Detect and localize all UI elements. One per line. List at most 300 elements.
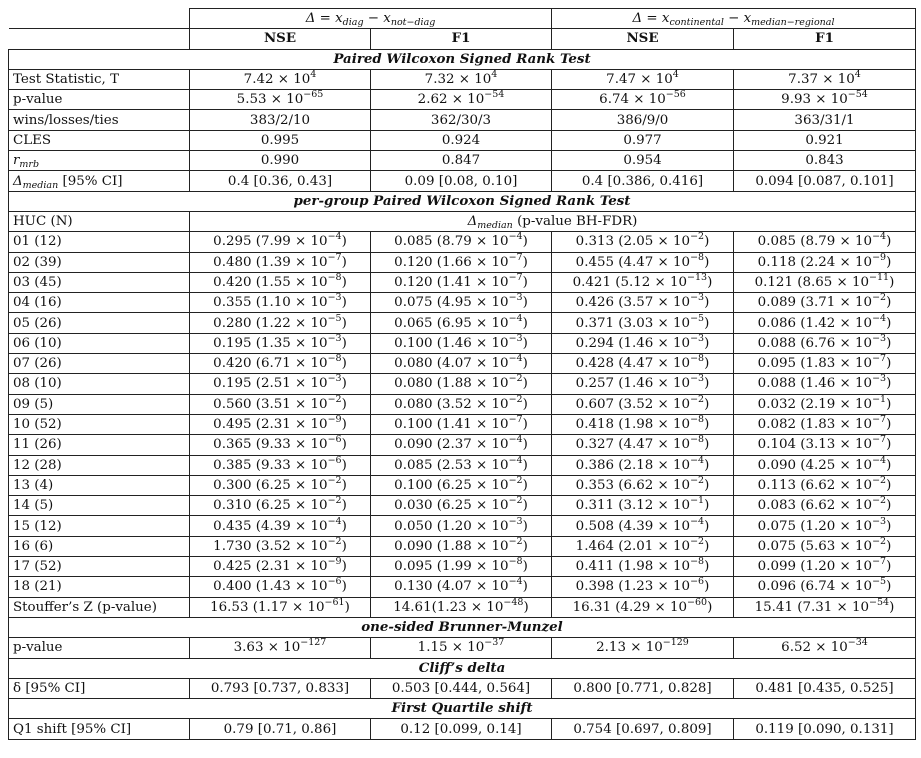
huc-cell bbox=[552, 333, 734, 353]
cell-value: 0.030 (6.25 × 10 bbox=[394, 498, 509, 514]
cell-exponent: −4 bbox=[327, 515, 342, 527]
huc-row-label: 18 (21) bbox=[9, 577, 190, 597]
cell-close: ) bbox=[522, 477, 528, 493]
huc-row-label: 04 (16) bbox=[9, 293, 190, 313]
cell-exponent: −8 bbox=[690, 353, 705, 365]
huc-cell bbox=[190, 475, 371, 495]
cell-exponent: −54 bbox=[484, 89, 505, 101]
cell-value: 3.63 × 10 bbox=[233, 640, 301, 656]
per-group-header-row bbox=[9, 211, 916, 231]
cell-exponent: −9 bbox=[327, 556, 342, 568]
cell-close: ) bbox=[522, 275, 528, 290]
cell-exponent: −4 bbox=[508, 434, 523, 446]
table-row bbox=[9, 414, 916, 434]
wilcoxon-row bbox=[9, 69, 916, 89]
huc-cell bbox=[371, 232, 552, 252]
huc-cell bbox=[552, 536, 734, 556]
huc-cell bbox=[190, 293, 371, 313]
huc-cell bbox=[371, 577, 552, 597]
wilcoxon-cell bbox=[371, 130, 552, 150]
cell-value: 14.61(1.23 × 10 bbox=[393, 599, 504, 615]
huc-cell bbox=[371, 496, 552, 516]
cell-exponent: −11 bbox=[869, 272, 890, 283]
cell-close: ) bbox=[704, 335, 710, 351]
group-header-continental bbox=[552, 9, 916, 29]
cell-value: 0.195 (2.51 × 10 bbox=[213, 376, 328, 392]
cell-exponent: 4 bbox=[310, 69, 317, 81]
cell-close: ) bbox=[522, 376, 528, 392]
cell-value: 0.080 (4.07 × 10 bbox=[394, 356, 509, 372]
cell-exponent: −60 bbox=[687, 597, 708, 608]
huc-cell bbox=[552, 597, 734, 617]
huc-cell bbox=[371, 272, 552, 292]
cell-close: ) bbox=[522, 579, 528, 595]
wilcoxon-row-label: wins/losses/ties bbox=[9, 110, 190, 130]
cell-value: 7.32 × 10 bbox=[424, 72, 492, 88]
huc-cell bbox=[371, 455, 552, 475]
cell-value: 0.420 (1.55 × 10 bbox=[213, 275, 328, 290]
cell-close: ) bbox=[522, 518, 528, 534]
wilcoxon-row-label: Test Statistic, T bbox=[9, 69, 190, 89]
q1-cell: 0.12 [0.099, 0.14] bbox=[371, 719, 552, 739]
huc-cell bbox=[734, 313, 916, 333]
cell-close: ) bbox=[704, 376, 710, 392]
cell-close: ) bbox=[341, 335, 347, 351]
wilcoxon-cell bbox=[734, 69, 916, 89]
wilcoxon-cell bbox=[371, 171, 552, 191]
cell-exponent: −4 bbox=[327, 231, 342, 243]
corner-cell bbox=[9, 9, 190, 29]
q1-cell: 0.79 [0.71, 0.86] bbox=[190, 719, 371, 739]
cell-value: 0.120 (1.66 × 10 bbox=[394, 254, 509, 270]
cell-value: 0.088 (6.76 × 10 bbox=[757, 335, 873, 351]
cell-value: 0.508 (4.39 × 10 bbox=[575, 518, 691, 534]
cell-value: 0.088 (1.46 × 10 bbox=[757, 376, 873, 392]
huc-cell bbox=[190, 557, 371, 577]
cell-value: 0.995 bbox=[260, 132, 300, 148]
cell-value: 0.100 (1.46 × 10 bbox=[394, 335, 509, 351]
wilcoxon-cell bbox=[552, 151, 734, 171]
cell-close: ) bbox=[341, 275, 347, 290]
cell-close: ) bbox=[341, 457, 347, 473]
cell-close: ) bbox=[341, 518, 347, 534]
cell-exponent: −3 bbox=[508, 515, 523, 527]
huc-row-label: 03 (45) bbox=[9, 272, 190, 292]
section-title-brunner: one-sided Brunner-Munzel bbox=[9, 617, 916, 637]
huc-cell bbox=[552, 435, 734, 455]
cell-exponent: −2 bbox=[508, 394, 523, 405]
cell-value: 0.295 (7.99 × 10 bbox=[213, 234, 328, 250]
cell-value: 0.086 (1.42 × 10 bbox=[757, 315, 873, 331]
cell-close: ) bbox=[522, 396, 528, 412]
huc-cell bbox=[552, 496, 734, 516]
huc-cell bbox=[734, 414, 916, 434]
group1-prefix: Δ = x bbox=[305, 11, 343, 27]
wilcoxon-cell bbox=[190, 130, 371, 150]
wilcoxon-cell bbox=[552, 171, 734, 191]
brunner-cell bbox=[734, 638, 916, 658]
huc-cell bbox=[190, 536, 371, 556]
cell-close: ) bbox=[341, 376, 347, 392]
wilcoxon-cell bbox=[734, 151, 916, 171]
group1-sub2: not−diag bbox=[390, 17, 436, 29]
cell-exponent: −3 bbox=[327, 333, 342, 344]
cell-exponent: −2 bbox=[327, 394, 342, 405]
cell-exponent: −3 bbox=[690, 373, 705, 385]
cell-exponent: −4 bbox=[508, 455, 523, 466]
cell-value: 0.311 (3.12 × 10 bbox=[575, 498, 691, 514]
q1-row-label: Q1 shift [95% CI] bbox=[9, 719, 190, 739]
group-header-row bbox=[9, 9, 916, 29]
huc-row-label: 11 (26) bbox=[9, 435, 190, 455]
huc-cell bbox=[190, 394, 371, 414]
cell-close: ) bbox=[341, 579, 347, 595]
cell-exponent: −2 bbox=[690, 231, 705, 243]
cell-close: ) bbox=[886, 335, 892, 351]
cell-close: ) bbox=[341, 295, 347, 311]
table-row bbox=[9, 475, 916, 495]
cell-value: 0.083 (6.62 × 10 bbox=[757, 498, 873, 514]
huc-cell bbox=[190, 414, 371, 434]
cell-exponent: −2 bbox=[872, 536, 887, 547]
wilcoxon-row bbox=[9, 130, 916, 150]
per-group-header-sub: median bbox=[477, 220, 513, 232]
huc-cell bbox=[734, 394, 916, 414]
cell-value: 0.113 (6.62 × 10 bbox=[757, 477, 873, 493]
cell-value: 0.421 (5.12 × 10 bbox=[572, 275, 688, 290]
group1-mid: − x bbox=[363, 11, 391, 27]
cell-value: 0.280 (1.22 × 10 bbox=[213, 315, 328, 331]
cell-close: ) bbox=[886, 437, 892, 453]
cell-close: ) bbox=[522, 315, 528, 331]
cell-value: 0.080 (3.52 × 10 bbox=[394, 396, 509, 412]
cell-close: ) bbox=[341, 417, 347, 433]
cell-exponent: −5 bbox=[327, 312, 342, 324]
wilcoxon-row-label: CLES bbox=[9, 130, 190, 150]
cliff-row bbox=[9, 678, 916, 698]
brunner-cell bbox=[190, 638, 371, 658]
cell-value: 0.085 (2.53 × 10 bbox=[394, 457, 509, 473]
cell-value: 362/30/3 bbox=[430, 112, 492, 128]
cell-close: ) bbox=[886, 356, 892, 372]
cell-exponent: −34 bbox=[847, 637, 868, 649]
cell-close: ) bbox=[522, 437, 528, 453]
q1-cell: 0.119 [0.090, 0.131] bbox=[734, 719, 916, 739]
cell-value: 0.099 (1.20 × 10 bbox=[757, 559, 873, 575]
cell-value: 0.924 bbox=[441, 132, 481, 148]
cell-exponent: −7 bbox=[508, 272, 523, 283]
q1-cell: 0.754 [0.697, 0.809] bbox=[552, 719, 734, 739]
cell-value: 16.53 (1.17 × 10 bbox=[210, 599, 325, 615]
cell-close: ) bbox=[344, 599, 350, 615]
huc-cell bbox=[734, 496, 916, 516]
cell-value: 0.371 (3.03 × 10 bbox=[575, 315, 691, 331]
cell-exponent: −4 bbox=[872, 231, 887, 243]
section-row-cliff bbox=[9, 658, 916, 678]
group2-prefix: Δ = x bbox=[632, 11, 670, 27]
cell-close: ) bbox=[341, 498, 347, 514]
huc-cell bbox=[190, 435, 371, 455]
cell-value: 16.31 (4.29 × 10 bbox=[572, 599, 688, 615]
cell-exponent: −3 bbox=[690, 333, 705, 344]
cell-value: 363/31/1 bbox=[794, 112, 855, 128]
cell-value: 2.13 × 10 bbox=[596, 640, 663, 656]
huc-cell bbox=[734, 252, 916, 272]
cell-exponent: −4 bbox=[508, 312, 523, 324]
cell-exponent: −4 bbox=[690, 515, 705, 527]
cell-value: 0.385 (9.33 × 10 bbox=[213, 457, 328, 473]
cell-value: 7.47 × 10 bbox=[606, 72, 673, 88]
cell-value: 0.355 (1.10 × 10 bbox=[213, 295, 328, 311]
table-row bbox=[9, 577, 916, 597]
cell-value: 0.095 (1.99 × 10 bbox=[394, 559, 509, 575]
cell-close: ) bbox=[341, 356, 347, 372]
rmrb-base: r bbox=[13, 153, 20, 169]
huc-cell bbox=[552, 577, 734, 597]
huc-cell bbox=[190, 313, 371, 333]
wilcoxon-cell bbox=[371, 110, 552, 130]
cell-close: ) bbox=[341, 477, 347, 493]
cell-value: 0.300 (6.25 × 10 bbox=[213, 477, 328, 493]
cell-exponent: −3 bbox=[872, 373, 887, 385]
huc-row-label: 01 (12) bbox=[9, 232, 190, 252]
cell-value: 0.075 (5.63 × 10 bbox=[757, 538, 873, 554]
cell-close: ) bbox=[886, 538, 892, 554]
huc-cell bbox=[734, 455, 916, 475]
cell-exponent: −2 bbox=[872, 495, 887, 507]
cell-exponent: −65 bbox=[303, 89, 324, 101]
cell-close: ) bbox=[522, 538, 528, 554]
cell-value: 0.480 (1.39 × 10 bbox=[213, 254, 328, 270]
cell-value: 383/2/10 bbox=[249, 112, 311, 128]
cell-exponent: −61 bbox=[324, 597, 345, 608]
cell-exponent: −2 bbox=[508, 373, 523, 385]
cliff-cell: 0.793 [0.737, 0.833] bbox=[190, 678, 371, 698]
wilcoxon-cell bbox=[371, 69, 552, 89]
wilcoxon-cell bbox=[371, 151, 552, 171]
cell-value: 0.104 (3.13 × 10 bbox=[757, 437, 873, 453]
table-row bbox=[9, 333, 916, 353]
cell-exponent: −2 bbox=[690, 475, 705, 486]
huc-cell bbox=[552, 374, 734, 394]
cell-close: ) bbox=[889, 275, 895, 290]
wilcoxon-row bbox=[9, 110, 916, 130]
huc-cell bbox=[734, 536, 916, 556]
cell-exponent: −8 bbox=[327, 272, 342, 283]
huc-cell bbox=[552, 252, 734, 272]
cell-value: 7.42 × 10 bbox=[243, 72, 311, 88]
cell-exponent: −2 bbox=[327, 495, 342, 507]
huc-cell bbox=[190, 252, 371, 272]
cell-value: 15.41 (7.31 × 10 bbox=[754, 599, 870, 615]
table-row bbox=[9, 374, 916, 394]
cell-exponent: −2 bbox=[508, 536, 523, 547]
cell-close: ) bbox=[704, 254, 710, 270]
huc-cell bbox=[734, 293, 916, 313]
cell-close: ) bbox=[886, 498, 892, 514]
cell-close: ) bbox=[522, 295, 528, 311]
cell-value: 0.954 bbox=[623, 153, 662, 169]
wilcoxon-cell bbox=[734, 90, 916, 110]
cell-exponent: −7 bbox=[327, 252, 342, 263]
cell-close: ) bbox=[704, 396, 710, 412]
cell-value: 0.085 (8.79 × 10 bbox=[394, 234, 509, 250]
wilcoxon-cell bbox=[371, 90, 552, 110]
per-group-header bbox=[190, 211, 916, 231]
cell-exponent: −56 bbox=[665, 89, 686, 101]
cell-value: 0.100 (1.41 × 10 bbox=[394, 417, 509, 433]
huc-cell bbox=[734, 557, 916, 577]
huc-cell bbox=[552, 272, 734, 292]
cell-close: ) bbox=[886, 518, 892, 534]
brunner-row-label: p-value bbox=[9, 638, 190, 658]
huc-cell bbox=[552, 455, 734, 475]
cell-close: ) bbox=[341, 234, 347, 250]
huc-cell bbox=[190, 516, 371, 536]
cell-exponent: −8 bbox=[690, 556, 705, 568]
cell-exponent: 4 bbox=[491, 69, 498, 81]
cell-close: ) bbox=[886, 417, 892, 433]
cell-close: ) bbox=[523, 599, 529, 615]
huc-row-label: 16 (6) bbox=[9, 536, 190, 556]
cell-value: 0.386 (2.18 × 10 bbox=[575, 457, 691, 473]
cell-value: 1.464 (2.01 × 10 bbox=[575, 538, 691, 554]
huc-cell bbox=[190, 455, 371, 475]
group2-sub2: median−regional bbox=[751, 17, 835, 29]
cell-exponent: −2 bbox=[872, 292, 887, 304]
cell-exponent: −4 bbox=[872, 455, 887, 466]
cell-exponent: −3 bbox=[508, 292, 523, 304]
dmed-sub: median bbox=[22, 179, 59, 191]
cell-exponent: −3 bbox=[872, 333, 887, 344]
huc-cell bbox=[371, 475, 552, 495]
cell-close: ) bbox=[704, 559, 710, 575]
wilcoxon-cell bbox=[734, 110, 916, 130]
huc-cell bbox=[371, 374, 552, 394]
cell-value: 0.426 (3.57 × 10 bbox=[575, 295, 691, 311]
cell-exponent: −8 bbox=[690, 414, 705, 426]
cell-exponent: 4 bbox=[672, 69, 679, 81]
cell-exponent: −2 bbox=[872, 475, 887, 486]
results-table-container bbox=[8, 8, 915, 740]
cell-exponent: −6 bbox=[690, 576, 705, 588]
cell-value: 0.398 (1.23 × 10 bbox=[575, 579, 691, 595]
wilcoxon-row bbox=[9, 171, 916, 191]
cell-value: 0.118 (2.24 × 10 bbox=[757, 254, 873, 270]
wilcoxon-cell bbox=[190, 90, 371, 110]
cell-exponent: −3 bbox=[327, 373, 342, 385]
cell-exponent: −5 bbox=[690, 312, 705, 324]
huc-row-label: 02 (39) bbox=[9, 252, 190, 272]
cell-value: 0.425 (2.31 × 10 bbox=[213, 559, 328, 575]
huc-cell bbox=[734, 232, 916, 252]
cell-exponent: −6 bbox=[327, 576, 342, 588]
huc-row-label: 05 (26) bbox=[9, 313, 190, 333]
cell-value: 0.353 (6.62 × 10 bbox=[575, 477, 691, 493]
cell-close: ) bbox=[522, 559, 528, 575]
huc-cell bbox=[734, 597, 916, 617]
huc-cell bbox=[552, 516, 734, 536]
rmrb-sub: mrb bbox=[19, 159, 40, 171]
cell-exponent: −3 bbox=[327, 292, 342, 304]
cell-exponent: −2 bbox=[327, 475, 342, 486]
cell-exponent: −4 bbox=[508, 576, 523, 588]
table-row bbox=[9, 496, 916, 516]
wilcoxon-cell bbox=[552, 110, 734, 130]
table-row bbox=[9, 293, 916, 313]
table-row bbox=[9, 557, 916, 577]
huc-row-label: 13 (4) bbox=[9, 475, 190, 495]
cliff-row-label: δ [95% CI] bbox=[9, 678, 190, 698]
cell-exponent: −2 bbox=[690, 536, 705, 547]
huc-cell bbox=[190, 272, 371, 292]
cell-exponent: −129 bbox=[662, 637, 689, 649]
cell-close: ) bbox=[341, 396, 347, 412]
metric-header-row bbox=[9, 29, 916, 49]
wilcoxon-row-label bbox=[9, 151, 190, 171]
cell-exponent: −2 bbox=[508, 495, 523, 507]
cell-exponent: −8 bbox=[508, 556, 523, 568]
huc-cell bbox=[734, 475, 916, 495]
cell-close: ) bbox=[886, 477, 892, 493]
cell-value: 0.032 (2.19 × 10 bbox=[757, 396, 873, 412]
table-body bbox=[9, 49, 916, 739]
table-row bbox=[9, 354, 916, 374]
cell-value: 0.090 (1.88 × 10 bbox=[394, 538, 509, 554]
cell-exponent: −4 bbox=[508, 231, 523, 243]
cell-close: ) bbox=[704, 457, 710, 473]
cell-close: ) bbox=[704, 295, 710, 311]
col-header-f1-1: F1 bbox=[371, 29, 552, 49]
cell-value: 0.085 (8.79 × 10 bbox=[757, 234, 873, 250]
cell-exponent: −4 bbox=[508, 353, 523, 365]
huc-cell bbox=[371, 536, 552, 556]
cell-value: 0.4 [0.386, 0.416] bbox=[581, 173, 704, 189]
table-row bbox=[9, 232, 916, 252]
results-table bbox=[8, 8, 916, 740]
table-row bbox=[9, 536, 916, 556]
cell-value: 0.990 bbox=[260, 153, 300, 169]
huc-cell bbox=[552, 394, 734, 414]
cell-value: 1.730 (3.52 × 10 bbox=[213, 538, 328, 554]
huc-cell bbox=[552, 475, 734, 495]
cell-exponent: −3 bbox=[508, 333, 523, 344]
dmed-rest: [95% CI] bbox=[58, 173, 123, 189]
cell-exponent: −1 bbox=[690, 495, 705, 507]
cell-close: ) bbox=[886, 559, 892, 575]
cell-exponent: −3 bbox=[872, 515, 887, 527]
col-header-f1-2: F1 bbox=[734, 29, 916, 49]
huc-cell bbox=[552, 557, 734, 577]
cell-exponent: −4 bbox=[690, 455, 705, 466]
cell-value: 0.080 (1.88 × 10 bbox=[394, 376, 509, 392]
q1-row bbox=[9, 719, 916, 739]
cell-value: 0.418 (1.98 × 10 bbox=[575, 417, 691, 433]
cliff-cell: 0.481 [0.435, 0.525] bbox=[734, 678, 916, 698]
cell-close: ) bbox=[522, 457, 528, 473]
cell-exponent: −7 bbox=[872, 434, 887, 446]
huc-row-label: 10 (52) bbox=[9, 414, 190, 434]
cell-value: 0.455 (4.47 × 10 bbox=[575, 254, 691, 270]
cell-value: 0.095 (1.83 × 10 bbox=[757, 356, 873, 372]
table-row bbox=[9, 516, 916, 536]
wilcoxon-cell bbox=[190, 171, 371, 191]
cell-value: 7.37 × 10 bbox=[788, 72, 855, 88]
cell-close: ) bbox=[886, 457, 892, 473]
cell-close: ) bbox=[886, 376, 892, 392]
cell-close: ) bbox=[704, 579, 710, 595]
huc-cell bbox=[371, 313, 552, 333]
